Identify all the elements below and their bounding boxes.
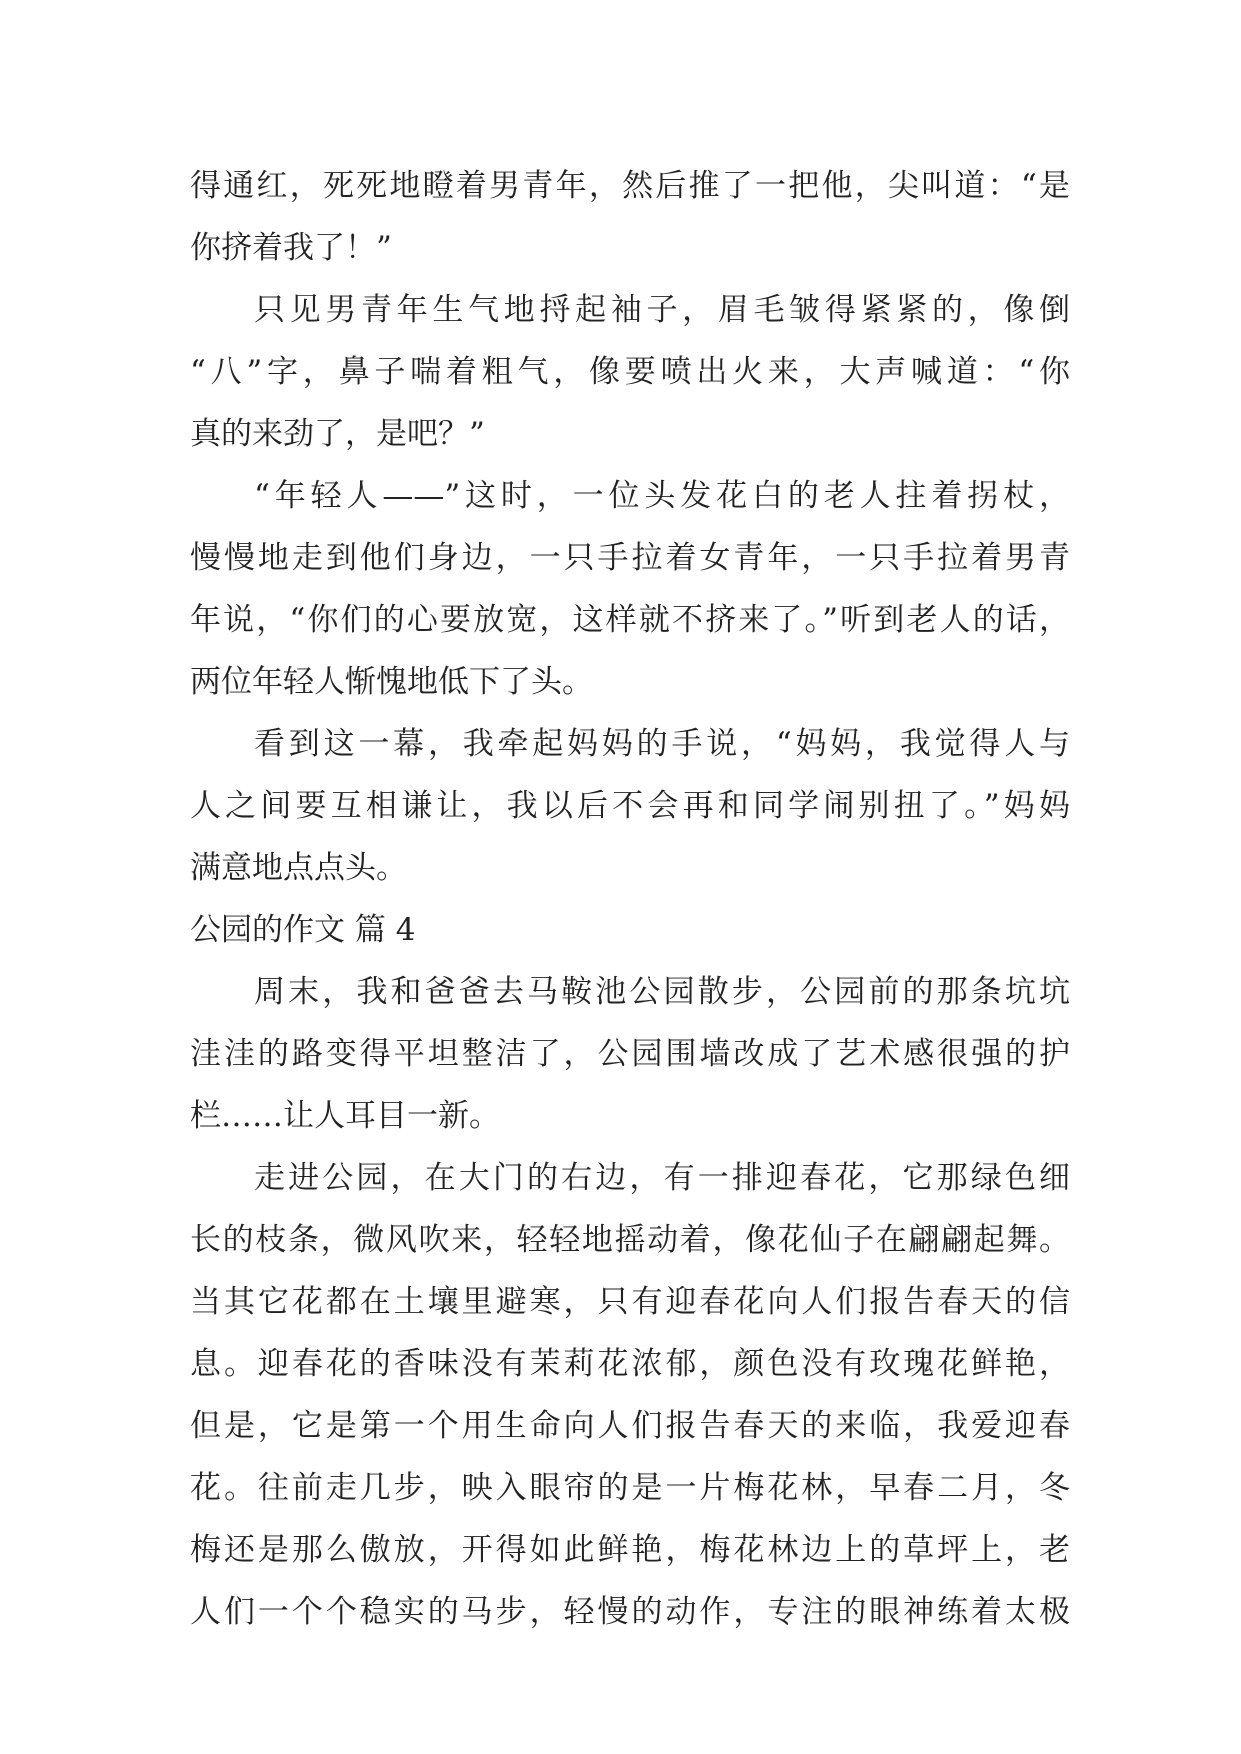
text-line: 人们一个个稳实的马步，轻慢的动作，专注的眼神练着太极: [190, 1594, 1070, 1630]
text-line: 栏……让人耳目一新。: [190, 1098, 500, 1134]
paragraph: [190, 465, 1070, 713]
text-line: 真的来劲了，是吧？”: [190, 416, 485, 452]
text-line: 只见男青年生气地捋起袖子，眉毛皱得紧紧的，像倒: [254, 292, 1070, 328]
section-heading: 公园的作文 篇 4: [190, 912, 416, 948]
text-line: 慢慢地走到他们身边，一只手拉着女青年，一只手拉着男青: [190, 540, 1070, 576]
paragraph: [190, 961, 1070, 1147]
text-line: 周末，我和爸爸去马鞍池公园散步，公园前的那条坑坑: [254, 974, 1070, 1010]
text-line: 人之间要互相谦让，我以后不会再和同学闹别扭了。”妈妈: [190, 788, 1070, 824]
text-line: 洼洼的路变得平坦整洁了，公园围墙改成了艺术感很强的护: [190, 1036, 1070, 1072]
text-line: 息。迎春花的香味没有茉莉花浓郁，颜色没有玫瑰花鲜艳，: [190, 1346, 1070, 1382]
text-line: 花。往前走几步，映入眼帘的是一片梅花林，早春二月，冬: [190, 1470, 1070, 1506]
text-line: 当其它花都在土壤里避寒，只有迎春花向人们报告春天的信: [190, 1284, 1070, 1320]
text-line: 你挤着我了！”: [190, 230, 392, 266]
document-page: [190, 155, 1070, 1643]
text-line: “八”字，鼻子喘着粗气，像要喷出火来，大声喊道：“你: [190, 354, 1070, 390]
paragraph: [190, 155, 1070, 279]
paragraph: [190, 713, 1070, 899]
text-line: 梅还是那么傲放，开得如此鲜艳，梅花林边上的草坪上，老: [190, 1532, 1070, 1568]
text-line: 得通红，死死地瞪着男青年，然后推了一把他，尖叫道：“是: [190, 168, 1070, 204]
text-line: 走进公园，在大门的右边，有一排迎春花，它那绿色细: [254, 1160, 1070, 1196]
text-line: 两位年轻人惭愧地低下了头。: [190, 664, 593, 700]
text-line: 但是，它是第一个用生命向人们报告春天的来临，我爱迎春: [190, 1408, 1070, 1444]
text-line: 看到这一幕，我牵起妈妈的手说，“妈妈，我觉得人与: [254, 726, 1070, 762]
text-line: 年说，“你们的心要放宽，这样就不挤来了。”听到老人的话，: [190, 602, 1070, 638]
text-line: 满意地点点头。: [190, 850, 407, 886]
text-line: 长的枝条，微风吹来，轻轻地摇动着，像花仙子在翩翩起舞。: [190, 1222, 1070, 1258]
paragraph: [190, 1147, 1070, 1643]
paragraph: [190, 279, 1070, 465]
text-line: “年轻人——”这时，一位头发花白的老人拄着拐杖，: [254, 478, 1070, 514]
